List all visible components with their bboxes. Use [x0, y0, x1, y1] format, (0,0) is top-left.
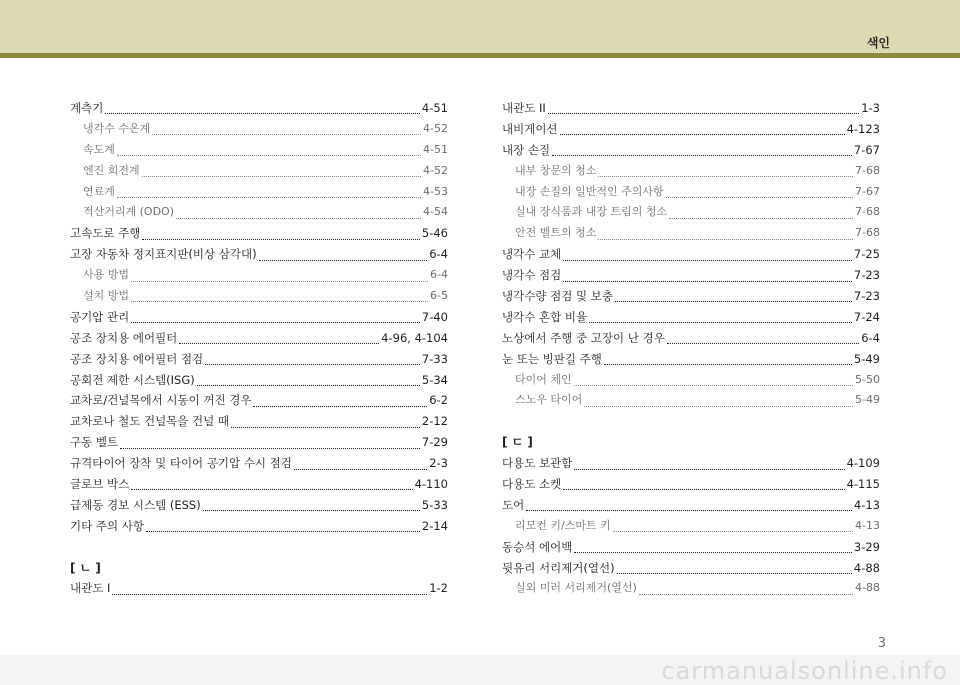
index-section-heading: [ ㄴ ]: [70, 560, 101, 575]
index-subentry: [502, 578, 880, 599]
index-subentry: [502, 516, 880, 537]
index-entry: [502, 558, 880, 579]
watermark-text: carmanualsonline.info: [661, 657, 948, 685]
spacer: [502, 411, 880, 432]
entry-label: 스노우 타이어: [515, 393, 583, 407]
entry-label: 공회전 제한 시스템(ISG): [70, 372, 195, 387]
entry-page-ref: 6-5: [430, 289, 448, 303]
dot-leader: [526, 509, 852, 511]
dot-leader: [563, 280, 852, 282]
entry-page-ref: 7-68: [855, 205, 880, 219]
index-entry: [70, 98, 448, 119]
entry-label: 교차로나 철도 건널목을 건널 때: [70, 414, 230, 429]
index-subentry: [70, 140, 448, 161]
dot-leader: [598, 175, 853, 177]
entry-label: 고장 자동차 정지표지판(비상 삼각대): [70, 247, 257, 262]
entry-label: 냉각수 교체: [502, 247, 562, 262]
entry-page-ref: 4-54: [423, 205, 448, 219]
entry-page-ref: 6-2: [429, 393, 448, 408]
index-subentry: [502, 182, 880, 203]
entry-label: 내장 손질: [502, 142, 551, 157]
entry-label: 냉각수 수온계: [83, 121, 151, 135]
dot-leader: [142, 175, 421, 177]
index-subentry: [502, 390, 880, 411]
index-entry: [70, 516, 448, 537]
dot-leader: [598, 238, 853, 240]
index-entry: [502, 537, 880, 558]
dot-leader: [584, 405, 853, 407]
dot-leader: [615, 300, 852, 302]
entry-label: 냉각수량 점검 및 보충: [502, 289, 613, 304]
index-entry: [502, 328, 880, 349]
page-header-title: 색인: [866, 36, 890, 50]
entry-page-ref: 7-24: [853, 309, 880, 324]
entry-label: 냉각수 점검: [502, 268, 562, 283]
index-entry: [502, 495, 880, 516]
entry-label: 연료계: [83, 184, 115, 198]
entry-page-ref: 1-2: [429, 581, 448, 596]
entry-label: 적산거리계 (ODO): [83, 205, 174, 219]
entry-page-ref: 1-3: [861, 101, 880, 115]
dot-leader: [617, 572, 852, 574]
header-rule: [0, 53, 960, 58]
index-subentry: [502, 223, 880, 244]
dot-leader: [669, 217, 853, 219]
entry-label: 뒷유리 서리제거(열선): [502, 560, 615, 575]
index-entry: [502, 265, 880, 286]
entry-label: 도어: [502, 497, 525, 512]
index-subentry: [502, 202, 880, 223]
index-entry: [70, 495, 448, 516]
entry-page-ref: 3-29: [853, 539, 880, 554]
entry-page-ref: 5-50: [855, 372, 880, 386]
entry-page-ref: 2-3: [429, 456, 448, 471]
index-entry: [70, 244, 448, 265]
entry-label: 냉각수 혼합 비율: [502, 309, 588, 324]
index-entry: [502, 349, 880, 370]
index-entry: [502, 307, 880, 328]
index-subentry: [70, 161, 448, 182]
entry-page-ref: 7-68: [855, 163, 880, 177]
dot-leader: [589, 321, 852, 323]
dot-leader: [131, 321, 420, 323]
dot-leader: [205, 363, 420, 365]
index-entry: [70, 223, 448, 244]
index-subentry: [502, 370, 880, 391]
index-column-left: [70, 98, 448, 599]
dot-leader: [131, 488, 412, 490]
index-entry: [502, 98, 880, 119]
index-entry: [502, 119, 880, 140]
entry-page-ref: 5-49: [855, 393, 880, 407]
entry-label: 급제동 경보 시스템 (ESS): [70, 497, 201, 512]
index-entry: [70, 390, 448, 411]
dot-leader: [563, 488, 844, 490]
entry-label: 다용도 보관함: [502, 456, 573, 471]
dot-leader: [253, 405, 427, 407]
entry-label: 내관도 II: [502, 101, 546, 115]
index-column-right: [502, 98, 880, 599]
entry-label: 공조 장치용 에어필터: [70, 330, 178, 345]
entry-label: 구동 벨트: [70, 435, 119, 450]
dot-leader: [259, 259, 428, 261]
dot-leader: [176, 217, 421, 219]
entry-label: 내관도 I: [70, 581, 111, 596]
entry-label: 타이어 체인: [515, 372, 572, 386]
entry-label: 내비게이션: [502, 121, 558, 136]
index-subentry: [70, 265, 448, 286]
dot-leader: [666, 196, 853, 198]
entry-page-ref: 4-115: [846, 477, 880, 492]
entry-page-ref: 7-67: [855, 184, 880, 198]
entry-page-ref: 4-51: [423, 142, 448, 156]
entry-page-ref: 4-88: [853, 560, 880, 575]
entry-label: 눈 또는 빙판길 주행: [502, 351, 602, 366]
entry-page-ref: 5-49: [853, 351, 880, 366]
index-entry: [502, 453, 880, 474]
entry-page-ref: 4-52: [423, 121, 448, 135]
entry-page-ref: 4-123: [846, 121, 880, 136]
dot-leader: [179, 342, 379, 344]
entry-page-ref: 2-12: [421, 414, 448, 429]
dot-leader: [231, 426, 420, 428]
entry-label: 엔진 회전계: [83, 163, 140, 177]
entry-page-ref: 4-110: [414, 477, 448, 492]
index-entry: [502, 474, 880, 495]
entry-page-ref: 4-88: [855, 581, 880, 595]
entry-label: 내부 창문의 청소: [515, 163, 597, 177]
dot-leader: [120, 447, 420, 449]
index-subentry: [502, 161, 880, 182]
entry-page-ref: 7-33: [421, 351, 448, 366]
index-subentry: [70, 202, 448, 223]
entry-label: 규격타이어 장착 및 타이어 공기압 수시 점검: [70, 456, 292, 471]
entry-page-ref: 7-40: [421, 309, 448, 324]
dot-leader: [131, 300, 428, 302]
entry-page-ref: 5-33: [421, 497, 448, 512]
entry-label: 설치 방법: [83, 289, 130, 303]
dot-leader: [112, 593, 427, 595]
dot-leader: [574, 468, 844, 470]
entry-page-ref: 7-67: [853, 142, 880, 157]
entry-label: 글로브 박스: [70, 477, 130, 492]
dot-leader: [197, 384, 420, 386]
entry-label: 계측기: [70, 101, 104, 115]
index-entry: [502, 140, 880, 161]
entry-page-ref: 7-68: [855, 226, 880, 240]
entry-label: 기타 주의 사항: [70, 518, 144, 533]
index-entry: [70, 370, 448, 391]
entry-label: 실내 장식품과 내장 트림의 청소: [515, 205, 668, 219]
entry-label: 공기압 관리: [70, 309, 130, 324]
dot-leader: [294, 468, 427, 470]
dot-leader: [639, 593, 853, 595]
entry-page-ref: 4-13: [855, 518, 880, 532]
watermark-band: [0, 655, 960, 685]
spacer: [70, 537, 448, 558]
entry-page-ref: 4-53: [423, 184, 448, 198]
entry-label: 안전 벨트의 청소: [515, 226, 597, 240]
entry-label: 내장 손질의 일반적인 주의사항: [515, 184, 664, 198]
entry-page-ref: 7-23: [853, 268, 880, 283]
index-entry: [70, 349, 448, 370]
index-entry: [70, 453, 448, 474]
index-entry: [70, 474, 448, 495]
entry-page-ref: 4-52: [423, 163, 448, 177]
dot-leader: [560, 133, 845, 135]
entry-page-ref: 6-4: [429, 247, 448, 262]
entry-label: 다용도 소켓: [502, 477, 562, 492]
header-band: [0, 0, 960, 53]
entry-label: 실외 미러 서리제거(열선): [515, 581, 637, 595]
dot-leader: [142, 238, 420, 240]
dot-leader: [105, 112, 420, 114]
entry-page-ref: 6-4: [430, 268, 448, 282]
entry-page-ref: 4-13: [853, 497, 880, 512]
dot-leader: [131, 280, 428, 282]
dot-leader: [548, 112, 859, 114]
entry-page-ref: 2-14: [421, 518, 448, 533]
index-entry: [502, 244, 880, 265]
entry-label: 속도계: [83, 142, 115, 156]
dot-leader: [552, 154, 852, 156]
entry-label: 노상에서 주행 중 고장이 난 경우: [502, 330, 665, 345]
index-section-heading: [ ㄷ ]: [502, 435, 533, 450]
entry-label: 사용 방법: [83, 268, 130, 282]
entry-label: 동승석 에어백: [502, 539, 573, 554]
index-entry: [70, 328, 448, 349]
index-subentry: [70, 119, 448, 140]
entry-page-ref: 5-46: [421, 226, 448, 241]
index-subentry: [70, 182, 448, 203]
index-entry: [502, 286, 880, 307]
dot-leader: [613, 530, 853, 532]
entry-page-ref: 5-34: [421, 372, 448, 387]
dot-leader: [146, 530, 420, 532]
entry-label: 교차로/건널목에서 시동이 꺼진 경우: [70, 393, 252, 408]
dot-leader: [152, 133, 421, 135]
page-number: 3: [877, 636, 886, 651]
dot-leader: [117, 196, 421, 198]
index-entry: [70, 307, 448, 328]
index-entry: [70, 432, 448, 453]
entry-page-ref: 4-109: [846, 456, 880, 471]
entry-page-ref: 7-29: [421, 435, 448, 450]
dot-leader: [574, 384, 853, 386]
entry-page-ref: 7-23: [853, 289, 880, 304]
index-subentry: [70, 286, 448, 307]
entry-label: 고속도로 주행: [70, 226, 141, 241]
dot-leader: [574, 551, 852, 553]
entry-label: 리모컨 키/스마트 키: [515, 518, 611, 532]
dot-leader: [604, 363, 852, 365]
entry-page-ref: 7-25: [853, 247, 880, 262]
index-entry: [70, 411, 448, 432]
dot-leader: [563, 259, 852, 261]
entry-label: 공조 장치용 에어필터 점검: [70, 351, 204, 366]
dot-leader: [203, 509, 420, 511]
entry-page-ref: 4-96, 4-104: [381, 330, 448, 345]
entry-page-ref: 6-4: [861, 330, 880, 345]
entry-page-ref: 4-51: [421, 101, 448, 115]
dot-leader: [667, 342, 860, 344]
dot-leader: [117, 154, 421, 156]
index-entry: [70, 578, 448, 599]
